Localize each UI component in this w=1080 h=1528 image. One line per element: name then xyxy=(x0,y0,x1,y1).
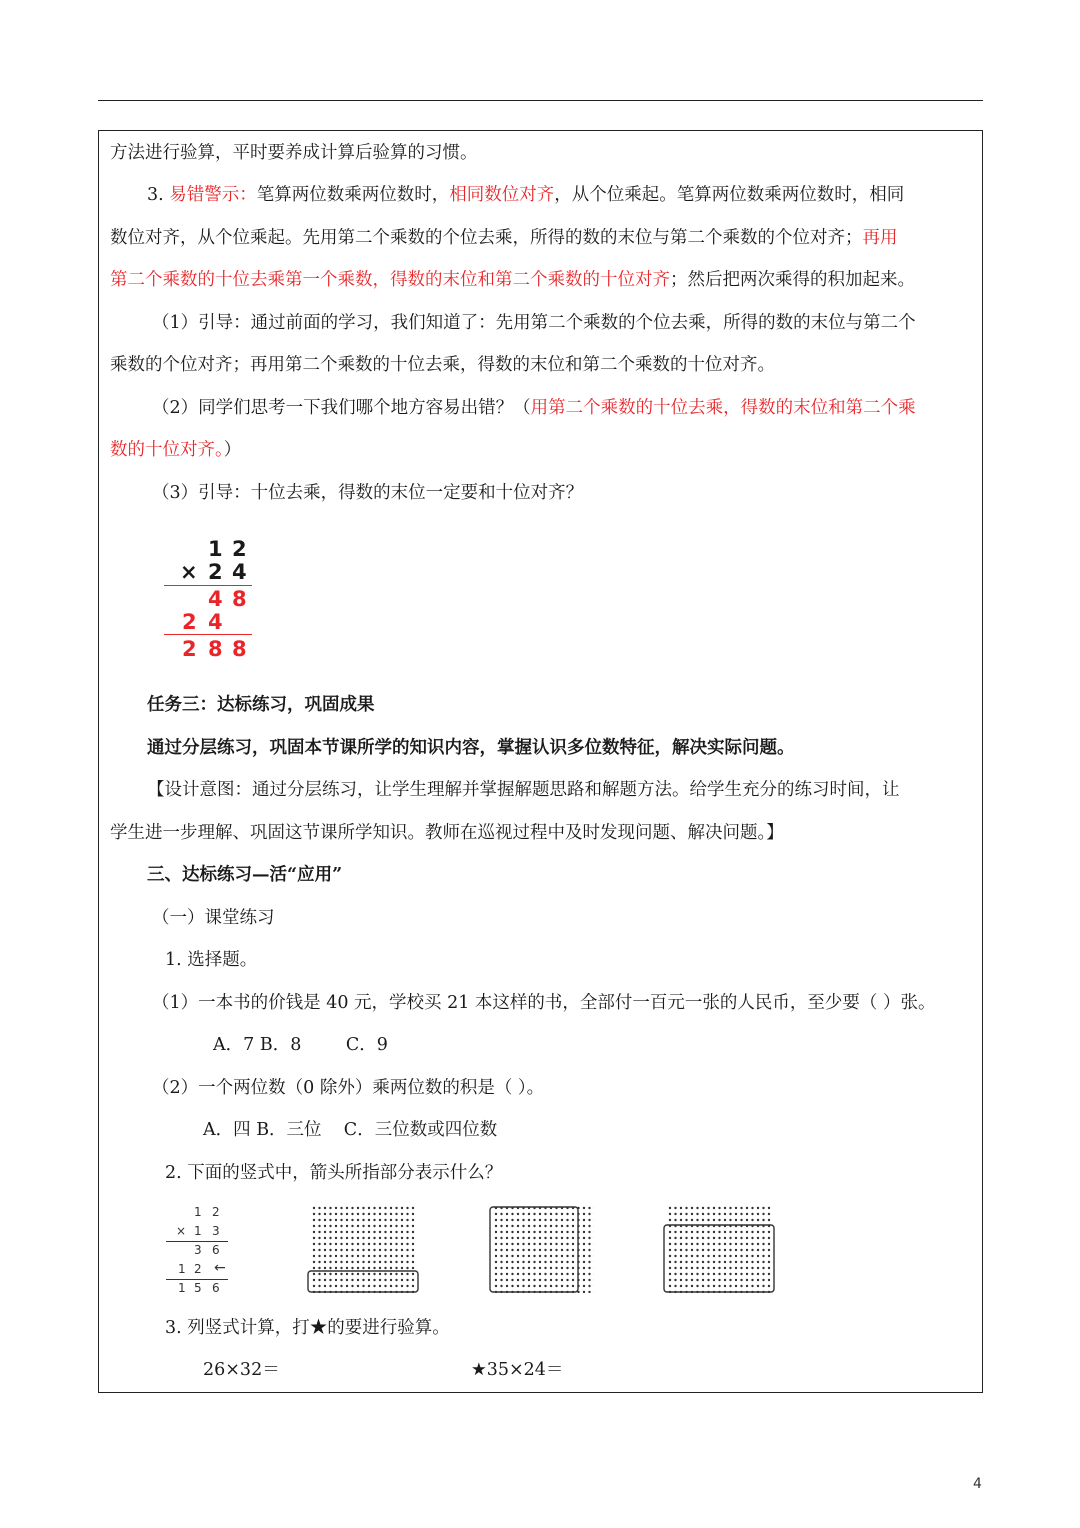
highlight-text: 相同数位对齐 xyxy=(449,185,555,205)
digit: 6 xyxy=(212,1243,220,1257)
text-line-8 xyxy=(110,438,241,462)
text: 2. 下面的竖式中，箭头所指部分表示什么？ xyxy=(165,1163,503,1183)
text-line-11 xyxy=(147,736,795,760)
text: （2）同学们思考一下我们哪个地方容易出错？（ xyxy=(152,398,531,418)
text: 三、达标练习—活“应用” xyxy=(147,865,343,885)
sum-rule xyxy=(166,1241,228,1242)
text: 数位对齐，从个位乘起。先用第二个乘数的个位去乘，所得的数的末位与第二个乘数的个位对齐； xyxy=(110,228,863,248)
question-1-1-options xyxy=(213,1033,388,1057)
text: （3）引导：十位去乘，得数的末位一定要和十位对齐？ xyxy=(152,483,584,503)
text: 3. 列竖式计算，打★的要进行验算。 xyxy=(165,1318,450,1338)
text-line-6 xyxy=(110,353,775,377)
text: 笔算两位数乘两位数时， xyxy=(256,185,450,205)
question-1-1 xyxy=(152,991,935,1015)
highlight-text: 第二个乘数的十位去乘第一个乘数，得数的末位和第二个乘数的十位对齐 xyxy=(110,270,670,290)
digit: 2 xyxy=(182,610,197,634)
digit: 3 xyxy=(212,1224,220,1238)
small-vertical-multiplication xyxy=(162,1203,252,1295)
dot-array xyxy=(310,1205,416,1293)
digit: 8 xyxy=(232,587,247,611)
arrow-left-icon: ← xyxy=(214,1260,226,1276)
digit: 2 xyxy=(232,537,247,561)
highlight-text: 再用 xyxy=(862,228,898,248)
question-1-heading xyxy=(165,948,257,972)
digit: 1 xyxy=(178,1262,186,1276)
text: 学生进一步理解、巩固这节课所学知识。教师在巡视过程中及时发现问题、解决问题。】 xyxy=(110,823,784,843)
calc-exercise-1 xyxy=(203,1358,280,1382)
page-number: 4 xyxy=(973,1476,982,1492)
text: ） xyxy=(223,440,242,460)
digit: 1 xyxy=(178,1281,186,1295)
dot-array xyxy=(666,1205,772,1293)
digit: 2 xyxy=(194,1262,202,1276)
multiply-sign: × xyxy=(180,560,198,584)
text: 通过分层练习，巩固本节课所学的知识内容，掌握认识多位数特征，解决实际问题。 xyxy=(147,738,795,758)
digit: 5 xyxy=(194,1281,202,1295)
text: 方法进行验算，平时要养成计算后验算的习惯。 xyxy=(110,143,478,163)
text-line-9 xyxy=(152,481,583,505)
question-2 xyxy=(165,1161,502,1185)
digit: 2 xyxy=(208,560,223,584)
item-number: 3. xyxy=(147,185,170,205)
multiply-sign: × xyxy=(176,1224,187,1238)
digit: 1 xyxy=(194,1205,202,1219)
digit: 6 xyxy=(212,1281,220,1295)
sum-rule xyxy=(166,1279,228,1280)
text: 1. 选择题。 xyxy=(165,950,258,970)
text-line-7 xyxy=(152,396,916,420)
text-line-2 xyxy=(147,183,904,207)
dot-grid-option-b xyxy=(488,1205,598,1295)
highlight-text: 用第二个乘数的十位去乘，得数的末位和第二个乘 xyxy=(530,398,916,418)
subsection-heading xyxy=(152,906,275,930)
question-3 xyxy=(165,1316,450,1340)
task-heading xyxy=(147,693,375,717)
text: （1）引导：通过前面的学习，我们知道了：先用第二个乘数的个位去乘，所得的数的末位与第二个 xyxy=(152,313,916,333)
digit: 1 xyxy=(194,1224,202,1238)
digit: 4 xyxy=(208,610,223,634)
digit: 8 xyxy=(232,637,247,661)
text-line-1 xyxy=(110,141,478,165)
digit: 3 xyxy=(194,1243,202,1257)
dot-grid-option-a xyxy=(306,1205,422,1295)
section-heading xyxy=(147,863,342,887)
text: 乘数的个位对齐；再用第二个乘数的十位去乘，得数的末位和第二个乘数的十位对齐。 xyxy=(110,355,775,375)
text-line-3 xyxy=(110,226,898,250)
digit: 2 xyxy=(212,1205,220,1219)
question-1-2 xyxy=(152,1076,544,1100)
text: （1）一本书的价钱是 40 元，学校买 21 本这样的书，全部付一百元一张的人民币，至少要（ ）张。 xyxy=(152,993,936,1013)
text: ；然后把两次乘得的积加起来。 xyxy=(670,270,915,290)
digit: 2 xyxy=(182,637,197,661)
digit: 4 xyxy=(208,587,223,611)
question-1-2-options xyxy=(203,1118,497,1142)
design-intent-line-2 xyxy=(110,821,784,845)
text: ★35×24＝ xyxy=(471,1360,564,1380)
text: （一）课堂练习 xyxy=(152,908,275,928)
text: A．四 B．三位 C．三位数或四位数 xyxy=(203,1120,498,1140)
calc-exercise-2 xyxy=(471,1358,563,1382)
dot-grid-option-c xyxy=(662,1205,776,1295)
warning-label: 易错警示： xyxy=(169,185,257,205)
vertical-multiplication xyxy=(160,536,260,666)
highlight-text: 数的十位对齐。 xyxy=(110,440,224,460)
text: 26×32＝ xyxy=(203,1360,280,1380)
text: ，从个位乘起。笔算两位数乘两位数时，相同 xyxy=(554,185,905,205)
text: A．7 B．8 C．9 xyxy=(213,1035,388,1055)
text: 【设计意图：通过分层练习，让学生理解并掌握解题思路和解题方法。给学生充分的练习时间，让 xyxy=(147,780,900,800)
header-rule xyxy=(98,100,983,101)
design-intent-line-1 xyxy=(147,778,900,802)
text: 任务三：达标练习，巩固成果 xyxy=(147,695,375,715)
digit: 1 xyxy=(208,537,223,561)
digit: 8 xyxy=(208,637,223,661)
text-line-4 xyxy=(110,268,915,292)
dot-array xyxy=(492,1205,594,1293)
sum-rule xyxy=(164,634,252,635)
text: （2）一个两位数（0 除外）乘两位数的积是（ ）。 xyxy=(152,1078,545,1098)
text-line-5 xyxy=(152,311,916,335)
digit: 4 xyxy=(232,560,247,584)
sum-rule xyxy=(164,585,252,586)
